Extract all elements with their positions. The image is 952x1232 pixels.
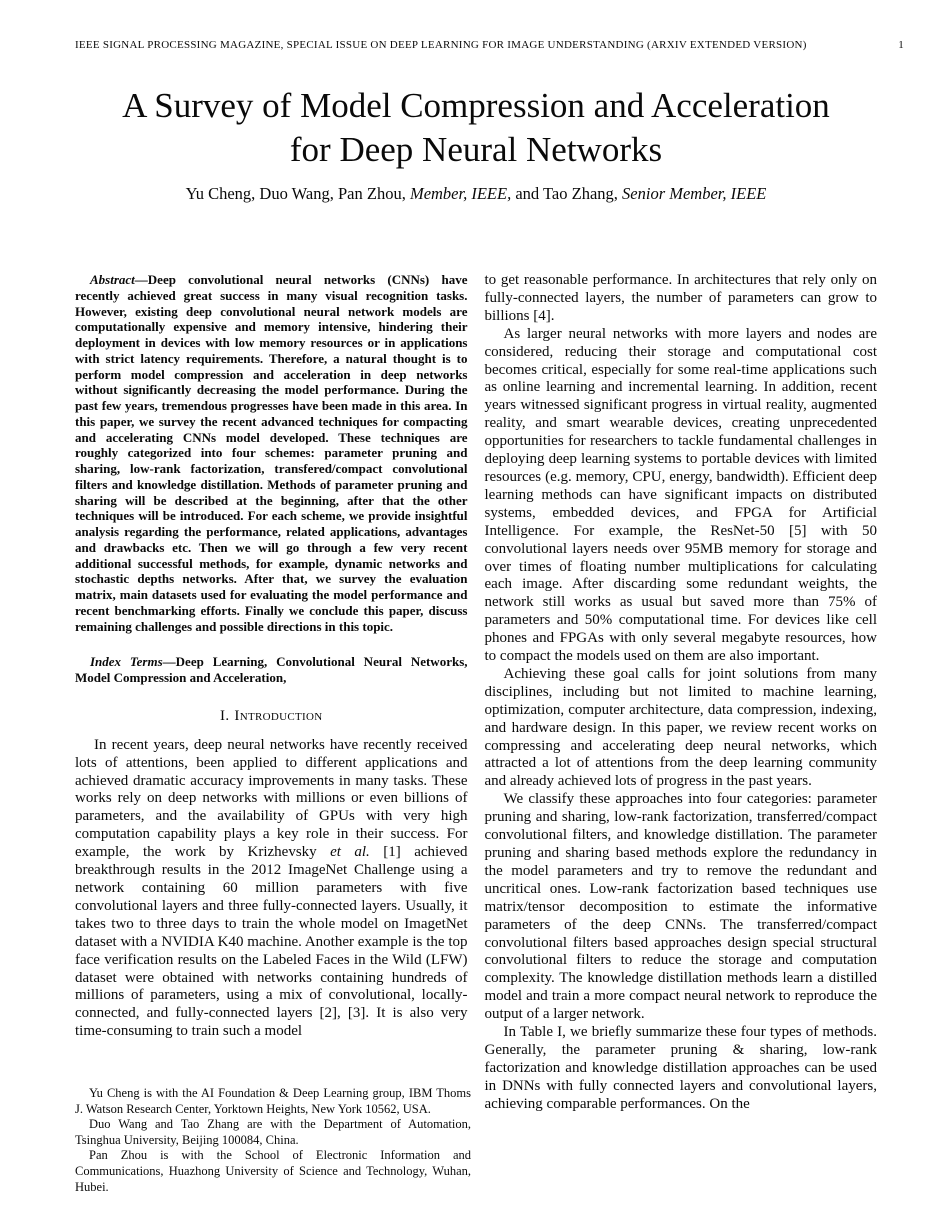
footnote-3: Pan Zhou is with the School of Electronic Information and Communications, Huazhong University of Science and Technology, Wuhan, Hubei. bbox=[75, 1148, 471, 1194]
intro-paragraph-1-continued: to get reasonable performance. In architectures that rely only on fully-connected layers, the number of parameters can grow to billions [4]. bbox=[484, 272, 877, 324]
intro-p1-text-a: In recent years, deep neural networks have recently received lots of attentions, been applied to different applications and achieved dramatic accuracy improvements in many tasks. These works rely on deep networks with millions or even billions of parameters, and the availability of GPUs with very high computation capability plays a key role in their success. For example, the work by Krizhevsky bbox=[75, 736, 468, 861]
footnote-1: Yu Cheng is with the AI Foundation & Deep Learning group, IBM Thoms J. Watson Research Center, Yorktown Heights, New York 10562, USA. bbox=[75, 1086, 471, 1116]
abstract bbox=[75, 272, 468, 634]
author-names-2: and Tao Zhang, bbox=[511, 184, 623, 203]
author-membership-2: Senior Member, IEEE bbox=[622, 184, 767, 203]
running-header-text: IEEE SIGNAL PROCESSING MAGAZINE, SPECIAL ISSUE ON DEEP LEARNING FOR IMAGE UNDERSTANDING (ARXIV EXTENDED VERSION) bbox=[75, 39, 807, 51]
footnote-2: Duo Wang and Tao Zhang are with the Department of Automation, Tsinghua University, Beijing 100084, China. bbox=[75, 1117, 471, 1147]
left-column bbox=[75, 272, 468, 1114]
author-line bbox=[0, 184, 952, 204]
paper-title-line-1: A Survey of Model Compression and Acceleration bbox=[122, 86, 830, 125]
paper-title-line-2: for Deep Neural Networks bbox=[289, 130, 663, 169]
intro-p1-etal: et al. bbox=[330, 844, 370, 861]
author-footnotes bbox=[75, 1086, 471, 1195]
intro-paragraph-1 bbox=[75, 737, 468, 1041]
intro-p1-text-b: [1] achieved breakthrough results in the 2012 ImageNet Challenge using a network containing 60 million parameters with five convolutional layers and three fully-connected layers. Usually, it takes two to three days to train the whole model on ImagetNet dataset with a NVIDIA K40 machine. Another example is the top face verification results on the Labeled Faces in the Wild (LFW) dataset were obtained with networks containing hundreds of millions of parameters, using a mix of convolutional, locally-connected, and fully-connected layers [2], [3]. It is also very time-consuming to train such a model bbox=[75, 844, 468, 1040]
index-terms-text: —Deep Learning, Convolutional Neural Networks, Model Compression and Acceleration, bbox=[75, 654, 468, 685]
section-number: I. bbox=[220, 707, 230, 724]
intro-paragraph-5: In Table I, we briefly summarize these four types of methods. Generally, the parameter pruning & sharing, low-rank factorization and knowledge distillation approaches can be used in DNNs with fully connected layers and convolutional layers, achieving comparable performances. On the bbox=[484, 1024, 877, 1112]
intro-paragraph-2: As larger neural networks with more layers and nodes are considered, reducing their storage and computational cost becomes critical, especially for some real-time applications such as online learning and incremental learning. In addition, recent years witnessed significant progress in virtual reality, augmented reality, and smart wearable devices, creating unprecedented opportunities for researchers to tackle fundamental challenges in deploying deep learning systems to portable devices with limited resources (e.g. memory, CPU, energy, bandwidth). Efficient deep learning methods can have significant impacts on distributed systems, embedded devices, and FPGA for Artificial Intelligence. For example, the ResNet-50 [5] with 50 convolutional layers needs over 95MB memory for storage and over times of floating number multiplications for calculating each image. After discarding some redundant weights, the network still works as usual but saved more than 75% of parameters and 50% computational time. For devices like cell phones and FPGAs with only several megabyte resources, how to compact the models used on them are also important. bbox=[484, 325, 877, 665]
index-terms bbox=[75, 654, 468, 686]
paper-title bbox=[0, 84, 952, 172]
author-names-1: Yu Cheng, Duo Wang, Pan Zhou, bbox=[185, 184, 410, 203]
section-heading-introduction bbox=[75, 708, 468, 725]
two-column-body bbox=[75, 272, 877, 1114]
author-membership-1: Member, IEEE, bbox=[409, 184, 512, 203]
right-column bbox=[485, 272, 878, 1114]
section-title: Introduction bbox=[234, 707, 323, 724]
running-header bbox=[75, 39, 904, 51]
index-terms-label: Index Terms bbox=[90, 654, 163, 670]
page-number: 1 bbox=[898, 39, 904, 51]
abstract-text: —Deep convolutional neural networks (CNNs) have recently achieved great success in many visual recognition tasks. However, existing deep convolutional neural network models are computationally expensive and memory intensive, hindering their deployment in devices with low memory resources or in applications with strict latency requirements. Therefore, a natural thought is to perform model compression and acceleration in deep networks without significantly decreasing the model performance. During the past few years, tremendous progresses have been made in this area. In this paper, we survey the recent advanced techniques for compacting and accelerating CNNs model developed. These techniques are roughly categorized into four schemes: parameter pruning and sharing, low-rank factorization, transfered/compact convolutional filters and knowledge distillation. Methods of parameter pruning and sharing will be described at the beginning, after that the other techniques will be introduced. For each scheme, we provide insightful analysis regarding the performance, related applications, advantages and drawbacks etc. Then we will go through a few very recent additional successful methods, for example, dynamic networks and stochastic depths networks. After that, we survey the evaluation matrix, main datasets used for evaluating the model performance and recent benchmarking efforts. Finally we conclude this paper, discuss remaining challenges and possible directions in this topic. bbox=[75, 272, 468, 634]
intro-paragraph-4: We classify these approaches into four categories: parameter pruning and sharing, low-rank factorization, transferred/compact convolutional filters, and knowledge distillation. The parameter pruning and sharing based methods explore the redundancy in the model parameters and try to remove the redundant and uncritical ones. Low-rank factorization based techniques use matrix/tensor decomposition to estimate the informative parameters of the deep CNNs. The transferred/compact convolutional filters based approaches design special structural convolutional filters to reduce the storage and computation complexity. The knowledge distillation methods learn a distilled model and train a more compact neural network to reproduce the output of a larger network. bbox=[484, 791, 877, 1023]
intro-paragraph-3: Achieving these goal calls for joint solutions from many disciplines, including but not limited to machine learning, optimization, computer architecture, data compression, indexing, and hardware design. In this paper, we review recent works on compressing and accelerating deep neural networks, which attracted a lot of attentions from the deep learning community and already achieved lots of progress in the past years. bbox=[484, 665, 877, 790]
abstract-label: Abstract bbox=[90, 272, 135, 287]
